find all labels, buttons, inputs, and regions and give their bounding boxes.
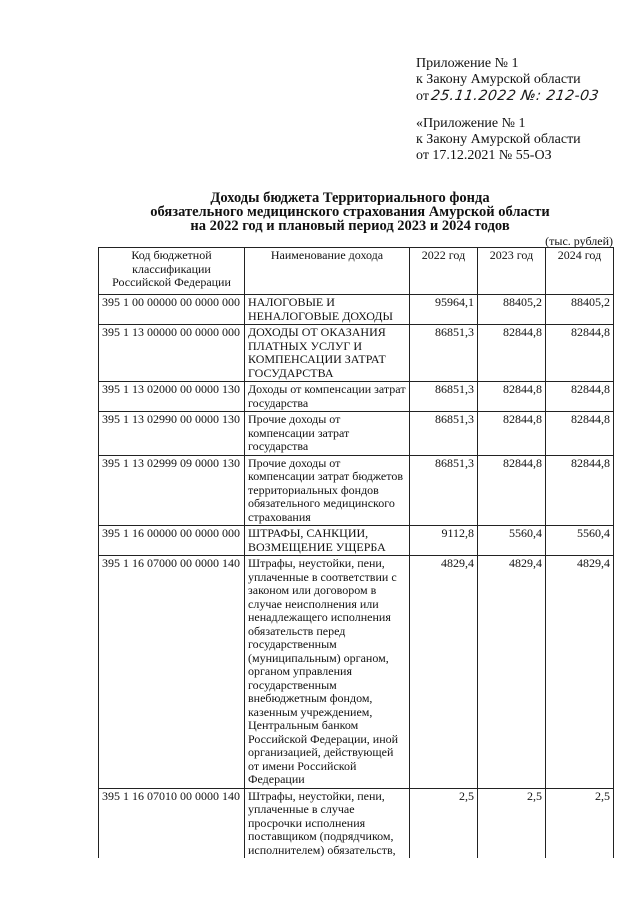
- row-code: 395 1 13 02999 09 0000 130: [99, 455, 245, 526]
- row-value-2022: 9112,8: [410, 526, 478, 556]
- table-row: [99, 295, 614, 325]
- appendix-previous-line2: к Закону Амурской области: [416, 132, 581, 147]
- row-code: 395 1 13 02000 00 0000 130: [99, 382, 245, 412]
- row-code: 395 1 13 02990 00 0000 130: [99, 412, 245, 456]
- document-title: [90, 191, 610, 233]
- row-code: 395 1 16 07000 00 0000 140: [99, 556, 245, 789]
- row-value-2024: 2,5: [546, 788, 614, 858]
- header-2023: 2023 год: [478, 248, 546, 295]
- row-name: ШТРАФЫ, САНКЦИИ, ВОЗМЕЩЕНИЕ УЩЕРБА: [245, 526, 410, 556]
- row-value-2023: 82844,8: [478, 325, 546, 382]
- row-value-2023: 4829,4: [478, 556, 546, 789]
- table-row: [99, 556, 614, 789]
- row-value-2022: 95964,1: [410, 295, 478, 325]
- row-value-2023: 88405,2: [478, 295, 546, 325]
- row-value-2022: 2,5: [410, 788, 478, 858]
- row-value-2023: 5560,4: [478, 526, 546, 556]
- row-value-2024: 82844,8: [546, 325, 614, 382]
- row-value-2022: 86851,3: [410, 455, 478, 526]
- row-value-2023: 82844,8: [478, 412, 546, 456]
- row-code: 395 1 13 00000 00 0000 000: [99, 325, 245, 382]
- row-name: Прочие доходы от компенсации затрат государства: [245, 412, 410, 456]
- row-value-2022: 86851,3: [410, 382, 478, 412]
- title-line2: обязательного медицинского страхования Амурской области: [150, 204, 550, 220]
- appendix-current-line1: Приложение № 1: [416, 56, 519, 71]
- row-name: НАЛОГОВЫЕ И НЕНАЛОГОВЫЕ ДОХОДЫ: [245, 295, 410, 325]
- row-value-2024: 82844,8: [546, 455, 614, 526]
- row-value-2022: 86851,3: [410, 325, 478, 382]
- appendix-current-line3: [416, 88, 599, 105]
- table-row: [99, 412, 614, 456]
- table-row: [99, 526, 614, 556]
- title-line1: Доходы бюджета Территориального фонда: [210, 190, 490, 206]
- appendix-previous-line1: «Приложение № 1: [416, 116, 526, 131]
- header-2024: 2024 год: [546, 248, 614, 295]
- table-row: [99, 455, 614, 526]
- table-row: [99, 382, 614, 412]
- header-code: Код бюджетной классификации Российской Федерации: [99, 248, 245, 295]
- income-table: [98, 247, 614, 858]
- header-name: Наименование дохода: [245, 248, 410, 295]
- row-name: Доходы от компенсации затрат государства: [245, 382, 410, 412]
- row-value-2022: 86851,3: [410, 412, 478, 456]
- row-value-2023: 82844,8: [478, 382, 546, 412]
- appendix-previous-line3: от 17.12.2021 № 55-ОЗ: [416, 148, 552, 163]
- row-value-2023: 2,5: [478, 788, 546, 858]
- row-value-2024: 82844,8: [546, 382, 614, 412]
- row-code: 395 1 16 07010 00 0000 140: [99, 788, 245, 858]
- row-value-2022: 4829,4: [410, 556, 478, 789]
- row-name: ДОХОДЫ ОТ ОКАЗАНИЯ ПЛАТНЫХ УСЛУГ И КОМПЕНСАЦИИ ЗАТРАТ ГОСУДАРСТВА: [245, 325, 410, 382]
- appendix-current-line2: к Закону Амурской области: [416, 72, 581, 87]
- table-header-row: [99, 248, 614, 295]
- row-name: Штрафы, неустойки, пени, уплаченные в случае просрочки исполнения поставщиком (подрядчиком, исполнителем) обязательств,: [245, 788, 410, 858]
- row-name: Прочие доходы от компенсации затрат бюджетов территориальных фондов обязательного медицинского страхования: [245, 455, 410, 526]
- header-2022: 2022 год: [410, 248, 478, 295]
- row-value-2024: 88405,2: [546, 295, 614, 325]
- row-value-2023: 82844,8: [478, 455, 546, 526]
- row-name: Штрафы, неустойки, пени, уплаченные в соответствии с законом или договором в случае неисполнения или ненадлежащего исполнения обязательств перед государственным (муниципальным) органом, органом управления государственным внебюджетным фондом, казенным учреждением, Центральным банком Российской Федерации, иной организацией, действующей от имени Российской Федерации: [245, 556, 410, 789]
- row-value-2024: 4829,4: [546, 556, 614, 789]
- unit-label: (тыс. рублей): [545, 234, 613, 248]
- row-code: 395 1 16 00000 00 0000 000: [99, 526, 245, 556]
- appendix-previous: [416, 116, 581, 164]
- appendix-current: [416, 56, 599, 105]
- row-value-2024: 82844,8: [546, 412, 614, 456]
- table-row: [99, 325, 614, 382]
- handwritten-date-number: 25.11.2022 №: 212-03: [429, 88, 600, 104]
- row-value-2024: 5560,4: [546, 526, 614, 556]
- row-code: 395 1 00 00000 00 0000 000: [99, 295, 245, 325]
- appendix-current-prefix: от: [416, 89, 429, 104]
- title-line3: на 2022 год и плановый период 2023 и 2024 годов: [190, 218, 510, 234]
- table-row: [99, 788, 614, 858]
